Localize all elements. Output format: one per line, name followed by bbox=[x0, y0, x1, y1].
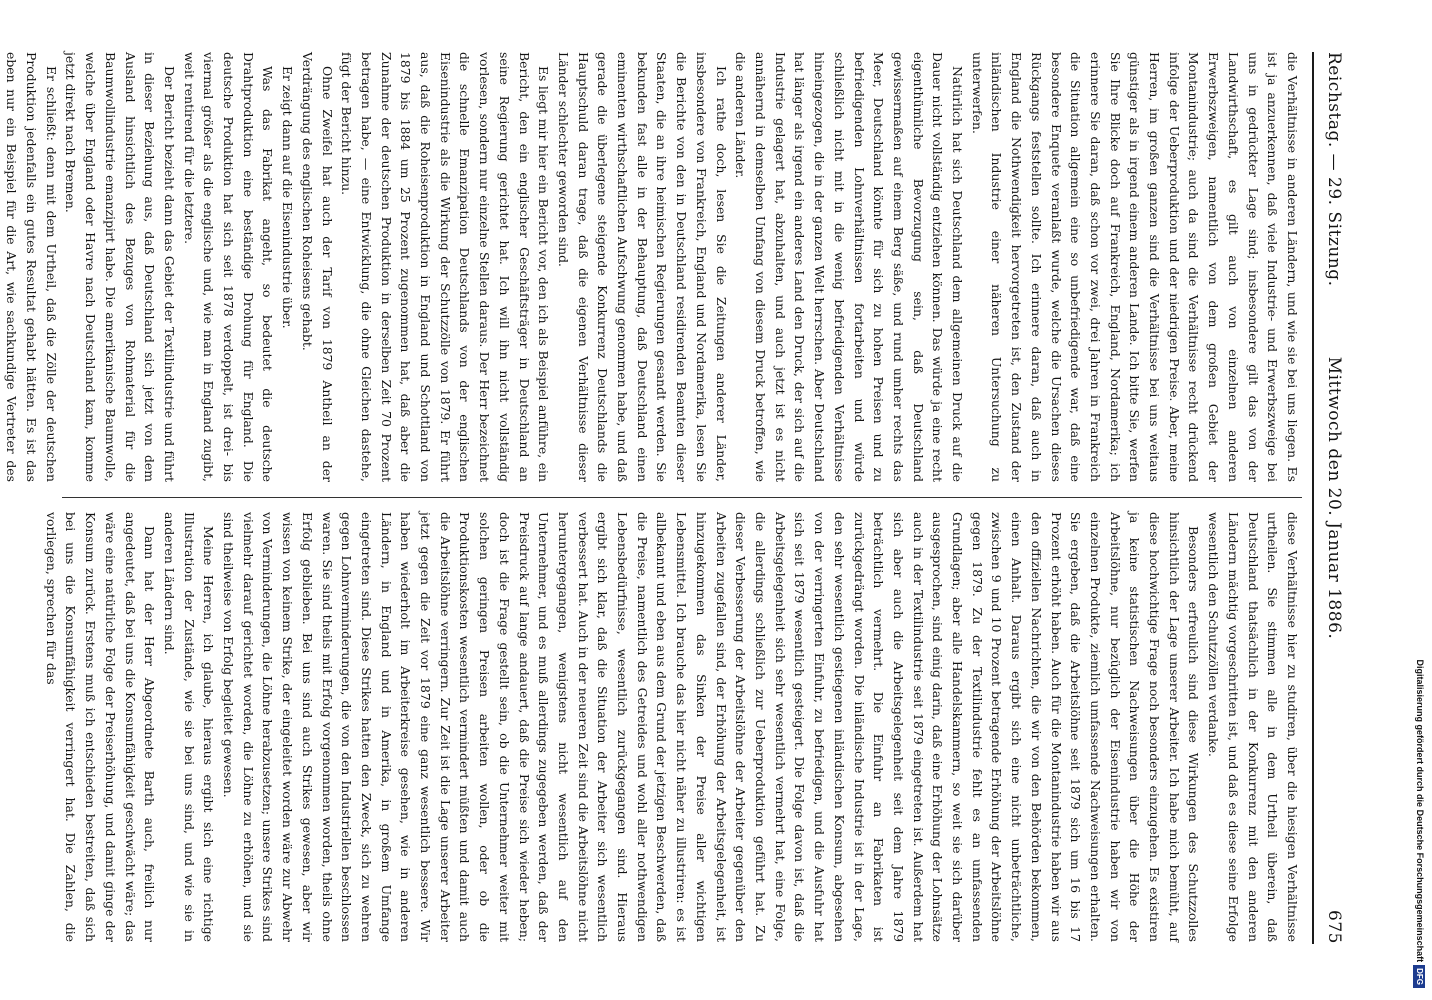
paragraph: Was das Fabrikat angeht, so bedeutet die deutsche Drahtproduktion eine beständige Drohung für England. Die deutsche Produktion hat sich seit 1878 verdoppelt, ist drei- bis viermal größer als die englische und, wie man in England zugibt, weit rentirend für die letztere. bbox=[181, 52, 276, 482]
dfg-logo: DFG bbox=[1413, 965, 1425, 988]
paragraph: Natürlich hat sich Deutschland dem allgemeinen Druck auf die Dauer nicht vollständig entziehen können. Das würde ja eine recht eigenthümliche Bevorzugung sein, daß Deutschland gewissermaßen auf einem Berg säße, und rund umher rechts das Meer, Deutschland könnte für sich zu hohen Preisen und zu befriedigenden Lohnverhältnissen fortarbeiten und würde schließlich nicht mit in die wenig befriedigenden Verhältnisse hineingezogen, die in der ganzen Welt herrschen. Aber Deutschland hat länger als irgend ein anderes Land den Druck, der sich auf die Industrie gelagert hat, abzuhalten, und auch jetzt ist es nicht annähernd in demselben Umfang von diesem Druck betroffen, wie die anderen Länder. bbox=[733, 52, 966, 482]
header-left: Reichstag. — 29. Sitzung. bbox=[1324, 52, 1344, 287]
dfg-note-text-wrap bbox=[1414, 12, 1426, 988]
running-header bbox=[1316, 52, 1344, 944]
paragraph: Meine Herren, ich glaube, hieraus ergibt sich eine richtige Illustration der Zustände, wie sie bei uns sind, und wie sie in anderen Ländern sind. bbox=[161, 512, 217, 942]
header-rule bbox=[1312, 52, 1314, 944]
paragraph: Er zeigt dann auf die Eisenindustrie über. bbox=[280, 66, 296, 329]
column-divider bbox=[62, 497, 1302, 498]
column-right bbox=[43, 512, 1302, 942]
page-number: 675 bbox=[1324, 910, 1344, 944]
paragraph: die Verhältnisse in anderen Ländern, und wie sie bei uns liegen. Es ist ja anzuerkennen, daß viele Industrie- und Erwerbszweige bei uns in gedrückter Lage sind; insbesondere gilt das von der Landwirthschaft, es gilt auch von einzelnen anderen Erwerbszweigen, namentlich von dem großen Gebiet der Montanindustrie; auch da sind die Verhältnisse recht drückend infolge der Ueberproduktion und der niedrigen Preise. Aber, meine Herren, im großen ganzen sind die Verhältnisse bei uns weitaus günstiger als in irgend einem anderen Lande. Ich bitte Sie, werfen Sie Ihre Blicke doch auf Frankreich, England, Nordamerika; ich erinnere Sie daran, daß schon vor zwei, drei Jahren in Frankreich die Situation allgemein eine so unbefriedigende war, daß eine besondere Enquete veranlaßt wurde, welche die Ursachen dieses Rückgangs feststellen sollte. Ich erinnere daran, daß auch in England die Nothwendigkeit hervorgetreten ist, den Zustand der inländischen Industrie einer näheren Untersuchung zu unterwerfen. bbox=[969, 52, 1300, 482]
paragraph: diese Verhältnisse hier zu studiren, über die hiesigen Verhältnisse urtheilen. Sie stimmen alle in dem Urtheil überein, daß Deutschland thatsächlich in der Konkurrenz mit den anderen Ländern mächtig vorgeschritten ist, und daß es diese seine Erfolge wesentlich den Schutzzöllen verdanke. bbox=[1206, 512, 1300, 942]
document-page bbox=[4, 12, 1384, 984]
dfg-note-text: Digitalisierung gefördert durch die Deutsche Forschungsgemeinschaft bbox=[1415, 659, 1425, 963]
paragraph: Es liegt mir hier ein Bericht vor, den ich als Beispiel anführe, ein Bericht, den ein englischer Geschäftsträger in Deutschland an seine Regierung gerichtet hat. Ich will ihn nicht vollständig vorlesen, sondern nur einzelne Stellen daraus. Der Herr bezeichnet die schnelle Emanzipation Deutschlands von der englischen Eisenindustrie als die Wirkung der Schutzzölle von 1879. Er führt aus, daß die Roheisenproduktion in England und Schottland von 1879 bis 1884 um 25 Prozent zugenommen hat, daß aber die Zunahme der deutschen Produktion in derselben Zeit 70 Prozent betragen habe, — eine Entwicklung, die ohne Gleichen dastehe, fügt der Bericht hinzu. bbox=[339, 52, 552, 482]
header-date: Mittwoch den 20. Januar 1886. bbox=[1324, 356, 1344, 640]
paragraph: Er schließt: denn mit dem Urtheil, daß die Zölle der deutschen Produktion jedenfalls ein gutes Resultat gehabt hätten. Es ist das eben nur ein Beispiel für die Art, wie sachkundige Vertreter des bbox=[4, 52, 59, 482]
paragraph: Besonders erfreulich sind diese Wirkungen des Schutzzolles hinsichtlich der Lage unserer Arbeiter. Ich habe mich bemüht, auf diese hochwichtige Frage noch besonders einzugehen. Es existiren ja keine statistischen Nachweisungen über die Höhe der Arbeitslöhne, nur bezüglich der Eisenindustrie haben wir von einzelnen Produkte, ziemlich umfassende Nachweisungen erhalten. Sie ergeben, daß die Arbeitslöhne seit 1879 sich um 16 bis 17 Prozent erhöht haben. Auch für die Montanindustrie haben wir aus den offiziellen Nachrichten, die wir von den Behörden bekommen, einen Anhalt. Daraus ergibt sich eine nicht unbeträchtliche, zwischen 9 und 10 Prozent betragende Erhöhung der Arbeitslöhne gegen 1879. Zu der Textilindustrie fehlt es an umfassenden Grundlagen; aber alle Handelskammern, so weit sie sich darüber ausgesprochen, sind einig darin, daß eine Erhöhung der Lohnsätze auch in der Textilindustrie seit 1879 eingetreten ist. Außerdem hat sich aber auch die Arbeitsgelegenheit seit dem Jahre 1879 beträchtlich vermehrt. Die Einfuhr an Fabrikaten ist zurückgedrängt worden. Die inländische Industrie ist in der Lage, den sehr wesentlich gestiegenen inländischen Konsum, abgesehen von der verringerten Einfuhr, zu befriedigen, und die Ausfuhr hat sich seit 1879 wesentlich gesteigert. Die Folge davon ist, daß die Arbeitsgelegenheit sich sehr wesentlich vermehrt hat, eine Folge, die allerdings schließlich zur Ueberproduktion geführt hat. Zu dieser Verbesserung der Arbeitslöhne der Arbeiter gegenüber den Arbeiten zugefallen sind, der Erhöhung der Arbeitsgelegenheit, ist hinzugekommen das Sinken der Preise aller wichtigen Lebensmittel. Ich brauche das hier nicht näher zu illustriren: es ist allbekannt und eben aus dem Grund der jetzigen Beschwerden, daß die Preise, namentlich des Getreides und wohl aller nothwendigen Lebensbedürfnisse, wesentlich zurückgegangen sind. Hieraus ergibt sich klar, daß die Situation der Arbeiter sich wesentlich verbessert hat. Auch in der neueren Zeit sind die Arbeitslöhne nicht heruntergegangen, wenigstens nicht wesentlich auf den Unternehmer, und es muß allerdings zugegeben werden, daß der Preisdruck auf lange andauert, daß die Preise sich wieder heben; doch ist die Frage gestellt sein, ob die Unternehmer weiter mit solchen geringen Preisen arbeiten wollen, oder ob die Produktionskosten wesentlich vermindert müßten und damit auch die Arbeitslöhne verringern. Zur Zeit ist die Lage unserer Arbeiter jetzt gegen die Zeit vor 1879 eine ganz wesentlich bessere. Wir haben wiederholt im Arbeiterkreise gesehen, wie in anderen Ländern, in England und in Amerika, in großem Umfange eingetreten sind. Diese Strikes hatten den Zweck, sich zu wehren gegen Lohnverminderungen, die von den Industriellen beschlossen waren. Sie sind theils mit Erfolg vorgenommen worden, theils ohne Erfolg geblieben. Bei uns sind auch Strikes gewesen, aber wir wissen von keinem Strike, der eingeleitet worden wäre zur Abwehr von Verminderungen, die Löhne herabzusetzen; unsere Strikes sind vielmehr darauf gerichtet worden, die Löhne zu erhöhen, und sie sind theilweise von Erfolg begleitet gewesen. bbox=[221, 512, 1202, 942]
paragraph: Der Bericht bezieht dann das Gebiet der Textilindustrie und führt in dieser Beziehung aus, daß Deutschland sich jetzt von dem Ausland hinsichtlich des Bezuges von Rohmaterial für die Baumwollindustrie emanzipirt habe. Die amerikanische Baumwolle, welche über England oder Havre nach Deutschland kam, komme jetzt direkt nach Bremen. bbox=[63, 52, 177, 482]
column-left bbox=[4, 52, 1302, 482]
dfg-side-note bbox=[1414, 12, 1426, 988]
paragraph: Dann hat der Herr Abgeordnete Barth auch, freilich nur angedeutet, daß bei uns die Konsumfähigkeit geschwächt wäre; das wäre eine natürliche Folge der Preiserhöhung, und damit ginge der Konsum zurück. Erstens muß ich entschieden bestreiten, daß sich bei uns die Konsumfähigkeit verringert hat. Die Zahlen, die vorliegen, sprechen für das bbox=[43, 512, 158, 942]
paragraph: Ich rathe doch, lesen Sie die Zeitungen anderer Länder, insbesondere von Frankreich, England und Nordamerika, lesen Sie die Berichte von den in Deutschland residirenden Beamten dieser Staaten, die an ihre heimischen Regierungen gesandt werden. Sie bekunden fast alle in der Behauptung, daß Deutschland einen eminenten wirthschaftlichen Aufschwung genommen habe, und daß gerade die überlegene steigende Konkurrenz Deutschlands die Hauptschuld daran trage, daß die eigenen Verhältnisse dieser Länder schlechter geworden sind. bbox=[555, 52, 729, 482]
paragraph: Ohne Zweifel hat auch der Tarif von 1879 Antheil an der Verdrängung des englischen Roheisens gehabt. bbox=[299, 52, 335, 482]
